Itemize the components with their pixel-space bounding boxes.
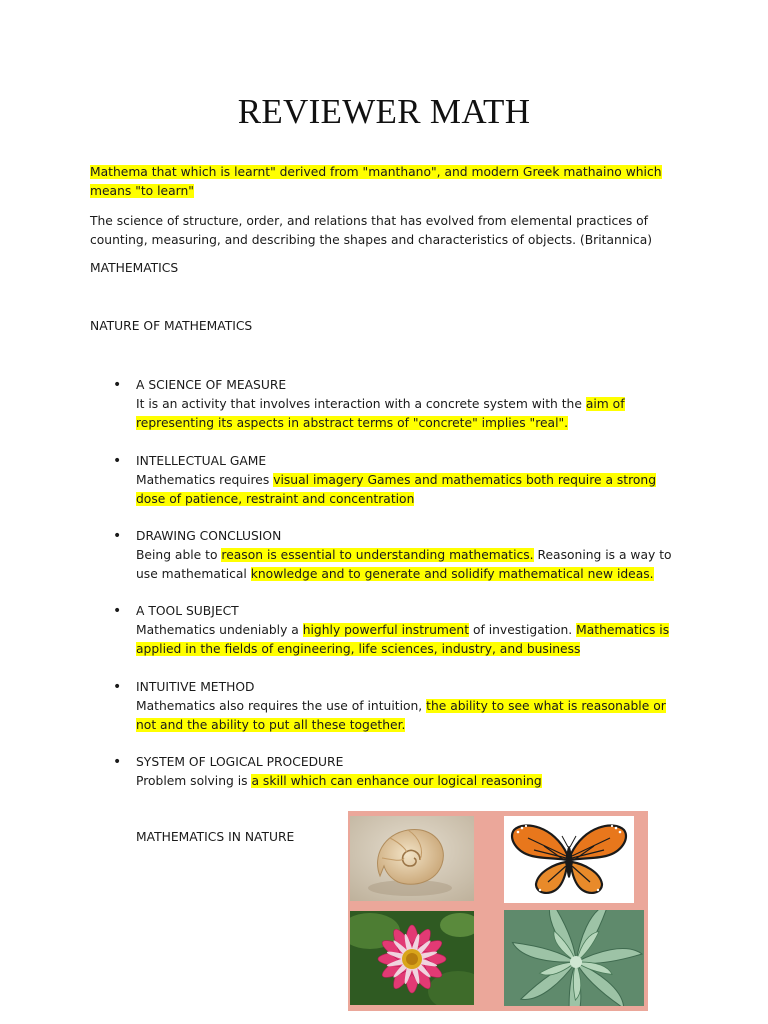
bullet-marker: • [113,377,122,393]
bullet-marker: • [113,528,122,544]
bullet-marker: • [113,453,122,469]
bullet-title: INTELLECTUAL GAME [136,454,267,468]
etymology-paragraph [90,163,680,201]
bullet-body [136,546,681,584]
bullet-body [136,621,681,659]
bullet-text: It is an activity that involves interaction with a concrete system with the [136,397,586,411]
bullet-marker: • [113,754,122,770]
dahlia-flower-photo [350,911,474,1005]
bullet-title: A SCIENCE OF MEASURE [136,378,287,392]
spiral-aloe-photo [504,910,644,1006]
bullet-text: Being able to [136,548,222,562]
bullet-title: A TOOL SUBJECT [136,604,239,618]
bullet-title: INTUITIVE METHOD [136,680,255,694]
bullet-item-science-of-measure [136,376,681,433]
bullet-item-intellectual-game [136,452,681,509]
bullet-item-drawing-conclusion [136,527,681,584]
page-title: REVIEWER MATH [237,92,531,131]
bullet-body [136,772,681,791]
nature-of-mathematics-heading: NATURE OF MATHEMATICS [90,319,253,333]
bullet-highlight: highly powerful instrument [302,623,470,637]
mathematics-in-nature-label: MATHEMATICS IN NATURE [136,830,295,844]
mathematics-heading: MATHEMATICS [90,261,179,275]
bullet-highlight: aim of representing its aspects in abstract terms of "concrete" implies "real". [136,397,625,430]
bullet-highlight: Mathematics is applied in the fields of engineering, life sciences, industry, and business [136,623,670,656]
bullet-highlight: visual imagery Games and mathematics both require a strong dose of patience, restraint and concentration [136,473,657,506]
bullet-highlight: the ability to see what is reasonable or not and the ability to put all these together. [136,699,666,732]
bullet-text: of investigation. [469,623,577,637]
bullet-item-logical-procedure [136,753,681,791]
bullet-marker: • [113,603,122,619]
bullet-marker: • [113,679,122,695]
definition-paragraph: The science of structure, order, and relations that has evolved from elemental practices of counting, measuring, and describing the shapes and characteristics of objects. (Britannica) [90,214,653,247]
etymology-highlight: Mathema that which is learnt" derived from "manthano", and modern Greek mathaino which means "to learn" [90,165,662,198]
bullet-item-intuitive-method [136,678,681,735]
bullet-body [136,697,681,735]
bullet-body [136,471,681,509]
bullet-highlight: a skill which can enhance our logical reasoning [251,774,542,788]
bullet-text: Mathematics also requires the use of intuition, [136,699,427,713]
nature-collage [348,811,648,1011]
bullet-title: DRAWING CONCLUSION [136,529,282,543]
bullet-body [136,395,681,433]
bullet-title: SYSTEM OF LOGICAL PROCEDURE [136,755,344,769]
bullet-text: Problem solving is [136,774,252,788]
bullet-text: Mathematics undeniably a [136,623,303,637]
bullet-text: Mathematics requires [136,473,274,487]
monarch-butterfly-photo [504,816,634,903]
bullet-item-tool-subject [136,602,681,659]
bullet-text: Reasoning is a way to use mathematical [136,548,672,581]
nautilus-shell-photo [350,816,474,901]
bullet-highlight: knowledge and to generate and solidify mathematical new ideas. [250,567,654,581]
bullet-highlight: reason is essential to understanding mathematics. [221,548,534,562]
